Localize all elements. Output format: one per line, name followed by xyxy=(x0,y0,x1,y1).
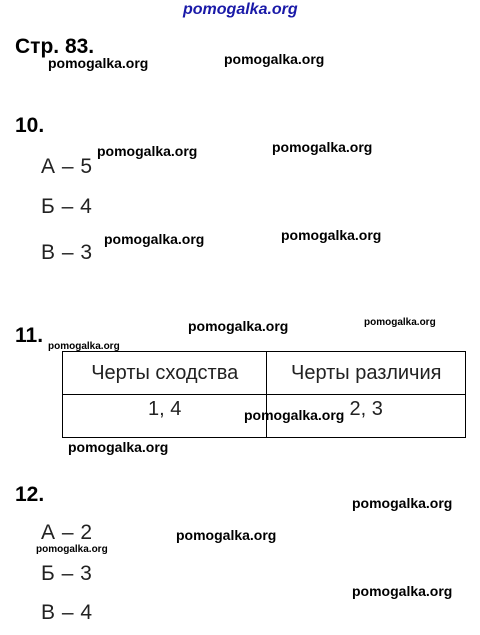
watermark: pomogalka.org xyxy=(176,527,277,543)
watermark: pomogalka.org xyxy=(224,51,325,67)
watermark: pomogalka.org xyxy=(364,317,436,328)
table-header-similarities: Черты сходства xyxy=(63,352,267,395)
task-12-answer-b: Б – 3 xyxy=(41,562,93,585)
page-label: Стр. 83. xyxy=(15,35,95,58)
watermark: pomogalka.org xyxy=(281,227,382,243)
task-12-answer-c: В – 4 xyxy=(41,601,93,624)
task-10-answer-c: В – 3 xyxy=(41,241,93,264)
task-10-answer-b: Б – 4 xyxy=(41,195,93,218)
watermark: pomogalka.org xyxy=(244,407,345,423)
watermark: pomogalka.org xyxy=(272,139,373,155)
table-header-differences: Черты различия xyxy=(267,352,466,395)
watermark: pomogalka.org xyxy=(48,55,149,71)
watermark: pomogalka.org xyxy=(97,143,198,159)
task-12-number: 12. xyxy=(15,483,45,506)
watermark: pomogalka.org xyxy=(48,341,120,352)
table-header-row xyxy=(63,352,466,395)
task-11-number: 11. xyxy=(15,324,44,347)
watermark: pomogalka.org xyxy=(36,544,108,555)
table-cell-similarities: 1, 4 xyxy=(63,395,267,438)
watermark: pomogalka.org xyxy=(352,495,453,511)
table-cell-differences: 2, 3 xyxy=(267,395,466,438)
watermark-top: pomogalka.org xyxy=(183,1,298,18)
task-10-answer-a: А – 5 xyxy=(41,155,93,178)
watermark: pomogalka.org xyxy=(352,583,453,599)
comparison-table xyxy=(62,351,466,438)
task-10-number: 10. xyxy=(15,114,45,137)
watermark: pomogalka.org xyxy=(188,318,289,334)
task-12-answer-a: А – 2 xyxy=(41,521,93,544)
watermark: pomogalka.org xyxy=(104,231,205,247)
watermark: pomogalka.org xyxy=(68,439,169,455)
